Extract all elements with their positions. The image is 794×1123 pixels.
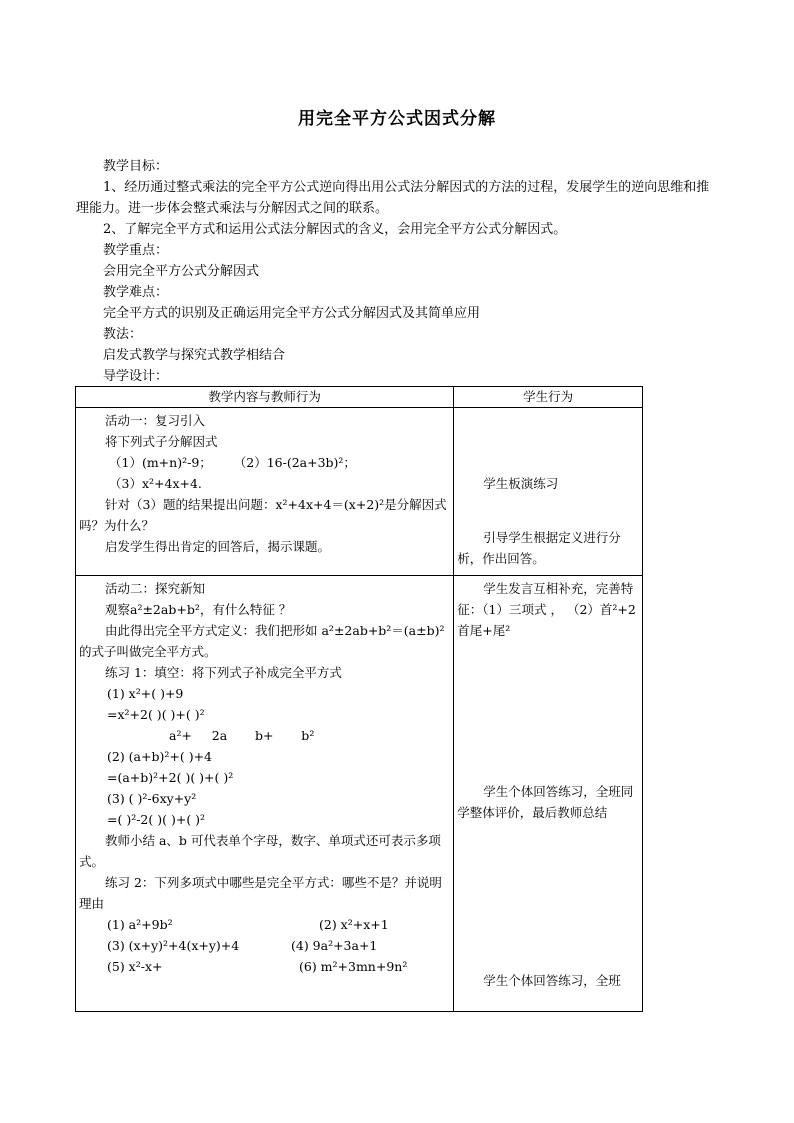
difficult-text: 完全平方式的识别及正确运用完全平方公式分解因式及其简单应用 [103,306,481,321]
header-student: 学生行为 [454,387,643,408]
activity-1-conclude: 启发学生得出肯定的回答后，揭示课题。 [105,539,331,554]
exercise-1-item-1b: =x²+2( )( )+( )² [107,707,205,722]
activity-1-item-1: （1）(m+n)²-9； [109,455,212,470]
goal-2: 2、了解完全平方式和运用公式法分解因式的含义，会用完全平方公式分解因式。 [103,222,567,237]
student-2-text-2: 学生个体回答练习，全班同学整体评价，最后教师总结 [457,784,634,820]
exercise-2-row-3 [79,956,450,977]
table-row-activity-1 [76,408,643,576]
lesson-table [75,386,643,1012]
key-text: 会用完全平方公式分解因式 [103,264,260,279]
student-2-text-1: 学生发言互相补充，完善特征：（1）三项式 ， （2）首²+2首尾+尾² [457,581,636,638]
design-label: 导学设计： [103,369,169,384]
exercise-1-item-2b: =(a+b)²+2( )( )+( )² [107,770,234,785]
teacher-cell-2 [76,576,454,1012]
exercise-1-title: 练习 1：填空：将下列式子补成完全平方式 [105,665,342,680]
exercise-2-row-2 [79,935,450,956]
document-title: 用完全平方公式因式分解 [298,109,496,129]
activity-2-observe: 观察a²±2ab+b²，有什么特征 ？ [105,602,292,617]
exercise-2-item-1: (1) a²+9b² [107,917,173,932]
activity-2-title: 活动二：探究新知 [105,581,206,596]
activity-1-question: 针对（3）题的结果提出问题：x²+4x+4＝(x+2)²是分解因式吗？为什么？ [79,497,447,533]
exercise-1-item-2: (2) (a+b)²+( )+4 [107,749,212,764]
exercise-1-item-3: (3) ( )²-6xy+y² [107,791,197,806]
method-text: 启发式教学与探究式教学相结合 [103,348,286,363]
student-1-text-2: 引导学生根据定义进行分析，作出回答。 [457,530,621,566]
difficult-label: 教学难点： [103,285,169,300]
teacher-cell-1 [76,408,454,576]
student-cell-1 [454,408,643,576]
exercise-1-item-1: (1) x²+( )+9 [107,686,184,701]
student-1-text-1: 学生板演练习 [483,476,559,491]
exercise-2-item-6: (6) m²+3mn+9n² [298,959,408,974]
student-2-text-3: 学生个体回答练习，全班 [483,973,621,988]
activity-1-items [79,452,450,473]
teacher-summary: 教师小结 a、b 可代表单个字母，数字、单项式还可表示多项式。 [79,833,441,869]
goal-label: 教学目标： [103,159,169,174]
activity-1-task: 将下列式子分解因式 [105,434,218,449]
table-header-row [76,387,643,408]
goal-1: 1、经历通过整式乘法的完全平方公式逆向得出用公式法分解因式的方法的过程，发展学生的逆向思维和推理能力。进一步体会整式乘法与分解因式之间的联系。 [76,180,710,216]
activity-1-item-3: （3）x²+4x+4. [109,476,202,491]
exercise-2-title: 练习 2：下列多项式中哪些是完全平方式：哪些不是？并说明理由 [79,875,442,911]
exercise-2-item-2: (2) x²+x+1 [318,917,389,932]
key-label: 教学重点： [103,243,169,258]
exercise-2-item-5: (5) x²-x+ [107,959,163,974]
exercise-2-row-1 [79,914,450,935]
activity-1-title: 活动一：复习引入 [105,413,206,428]
method-label: 教法： [103,327,143,342]
student-cell-2 [454,576,643,1012]
activity-1-item-2: （2）16-(2a+3b)²； [233,455,356,470]
exercise-1-item-1c: a²+ 2a b+ b² [169,728,315,743]
table-row-activity-2 [76,576,643,1012]
exercise-2-item-4: (4) 9a²+3a+1 [290,938,378,953]
exercise-1-item-3b: =( )²-2( )( )+( )² [107,812,206,827]
exercise-2-item-3: (3) (x+y)²+4(x+y)+4 [107,938,240,953]
intro-section [76,156,721,387]
activity-2-define: 由此得出完全平方式定义：我们把形如 a²±2ab+b²＝(a±b)²的式子叫做完全平方式。 [79,623,445,659]
header-teacher: 教学内容与教师行为 [76,387,454,408]
